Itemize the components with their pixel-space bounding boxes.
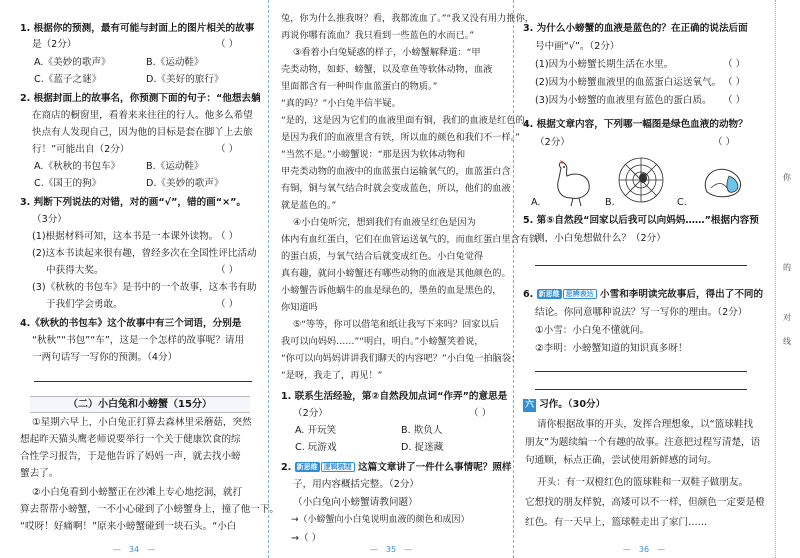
q4-text: （2分） — [535, 137, 570, 148]
flow-step: （小白兔向小螃蟹请教问题） — [293, 497, 418, 508]
answer-line[interactable] — [535, 388, 747, 390]
passage-line: 真有趣，就问小螃蟹还有哪些动物的血液是其他颜色的。 — [281, 268, 511, 279]
flow-step: →（小螃蟹向小白兔说明血液的颜色和成因） — [291, 515, 470, 525]
passage-line: 小螃蟹告诉他蜗牛的血是绿色的，墨鱼的血是黑色的， — [281, 285, 502, 296]
answer-paren: （ ） — [216, 299, 239, 310]
answer-line[interactable] — [34, 380, 252, 382]
passage-line: 壳类动物，如虾、螃蟹，以及章鱼等软体动物，血液 — [281, 64, 493, 75]
page-34 — [0, 0, 280, 558]
option: B. 欺负人 — [401, 425, 443, 436]
option: D. 捉迷藏 — [401, 442, 444, 453]
q3-text: （3分） — [32, 214, 67, 225]
badge-new-thinking: 新思维 — [296, 463, 318, 471]
passage-line: 蟹去了。 — [20, 468, 59, 479]
story-opening: 红色。有一天早上，篮球鞋走出了家门…… — [525, 517, 708, 528]
q4-text: 4.《秋秋的书包车》这个故事中有三个词语，分别是 — [20, 318, 242, 329]
snail-shell-icon — [705, 169, 740, 196]
passage-line: “是呀，我走了，再见！” — [281, 370, 383, 381]
cut-line-gutter — [775, 0, 800, 558]
passage-line: 再说你哪有流血？我只看到一些蓝色的水而已。” — [281, 30, 475, 41]
passage-line: “当然不是。”小螃蟹说：“那是因为软体动物和 — [281, 149, 466, 160]
page-35 — [268, 0, 539, 558]
statement: (2)这本书读起来很有趣，曾经多次在全国性评比活动 — [32, 248, 257, 259]
badge-logic: 逻辑梳理 — [321, 462, 355, 472]
passage-line: “真的吗？”小白兔半信半疑。 — [281, 98, 401, 109]
statement: (2)因为小螃蟹血液里的血蓝蛋白运送氧气。 — [535, 77, 722, 88]
passage-line: ②小白兔看到小螃蟹正在沙滩上专心地挖洞，就打 — [32, 487, 243, 498]
hen-icon — [558, 160, 590, 206]
passage-line: 兔，你为什么推我呀？看，我都流血了。”“我又没有用力推你， — [281, 13, 534, 24]
q1-text: （2分） — [293, 408, 328, 419]
gutter-char: 对 — [783, 313, 791, 322]
q3-text: 3. 为什么小螃蟹的血液是蓝色的？在正确的说法后面 — [523, 23, 748, 34]
answer-paren: （ ） — [713, 137, 736, 148]
badge-reasoning: 思辨表达 — [563, 289, 597, 299]
spider-web-icon — [619, 158, 663, 202]
q4-text: 4. 根据文章内容，下列哪一幅图是绿色血液的动物？ — [523, 119, 748, 130]
q1-text: 1. 根据你的预测，最有可能与封面上的图片相关的故事 — [20, 23, 255, 34]
passage-line: 是因为我们的血液里含有铁，所以血的颜色和我们不一样。” — [281, 132, 521, 143]
gutter-char: 线 — [783, 337, 791, 346]
q2-text: 在商店的橱窗里，看着来来往往的行人。他多么希望 — [32, 110, 253, 121]
q2-number: 2. — [281, 462, 292, 473]
passage-line: 就是蓝色的。” — [281, 200, 337, 211]
passage-line: 算去帮帮小螃蟹，一不小心碰到了小螃蟹身上，撞了他一下。 — [20, 504, 280, 515]
passage-line: 想起昨天猫头鹰老师说要举行一个关于健康饮食的综 — [20, 434, 241, 445]
answer-paren: （ ） — [216, 39, 239, 50]
option-label: B. — [605, 197, 615, 208]
gutter-char: 的 — [783, 263, 791, 272]
passage-line: 合性学习报告，于是他告诉了妈妈一声，就去找小螃 — [20, 451, 241, 462]
option: A.《美妙的歌声》 — [34, 57, 111, 68]
option: A. 开玩笑 — [295, 425, 337, 436]
q2-text: 快点有人发现自己，因为他的目标是套在脚丫上去旅 — [32, 127, 253, 138]
page-36 — [513, 0, 775, 558]
passage-line: 体内有血红蛋白，它们在血管运送氧气的，而血红蛋白里含有铁 — [281, 234, 539, 245]
prompt-line: 朋友”为题续编一个有趣的故事。注意把过程写清楚，语 — [525, 437, 761, 448]
q3-text: 3. 判断下列说法的对错，对的画“√”，错的画“×”。 — [20, 197, 247, 208]
option-label: A. — [531, 197, 541, 208]
option-label: C. — [677, 197, 687, 208]
statement: (3)《秋秋的书包车》是书中的一个故事，这本书有助 — [32, 282, 257, 293]
passage-line: 甲壳类动物的血液中的血蓝蛋白运输氧气的，血蓝蛋白含 — [281, 166, 511, 177]
opinion: ①小雪：小白兔不懂就问。 — [535, 325, 650, 336]
prompt-line: 请你根据故事的开头，发挥合理想象，以“篮球鞋找 — [537, 419, 754, 430]
statement: (3)因为小螃蟹的血液里有蓝色的蛋白质。 — [535, 95, 712, 106]
passage-line: “你可以向妈妈讲讲我们聊天的内容吧？”小白兔一拍脑袋： — [281, 353, 521, 364]
gutter-char: 你 — [783, 173, 791, 182]
statement: (1)根据材料可知，这本书是一本课外读物。 — [32, 231, 219, 242]
option: C. 玩游戏 — [295, 442, 337, 453]
q2-text: 子，用内容概括完整。（2分） — [293, 479, 420, 490]
statement: (1)因为小螃蟹长期生活在水里。 — [535, 59, 674, 70]
passage-line: 我可以向妈妈……”“明白，明白。”小螃蟹笑着说， — [281, 336, 484, 347]
passage-line: 有铜，铜与氧气结合时就会变成蓝色，所以，他们的血液 — [281, 183, 511, 194]
answer-paren: （ ） — [469, 408, 492, 419]
statement: 于我们学会勇敢。 — [46, 299, 123, 310]
passage-line: 你知道吗 — [281, 302, 318, 313]
option: A.《秋秋的书包车》 — [34, 161, 121, 172]
q5-text: 测，小白兔想做什么？（2分） — [535, 233, 666, 244]
option: C.《国王的狗》 — [34, 178, 102, 189]
option: B.《运动鞋》 — [146, 161, 204, 172]
story-opening: 它想找的朋友样貌，高矮可以不一样，但颜色一定要是橙 — [525, 497, 765, 508]
q5-text: 5. 第⑤自然段“回家以后我可以向妈妈……”根据内容预 — [523, 215, 759, 226]
q6-text: 结论。你同意哪种说法？写一写你的理由。（2分） — [535, 307, 748, 318]
statement: 中获得大奖。 — [46, 265, 104, 276]
passage-line: ④小白兔听完，想到我们有血液呈红色是因为 — [293, 217, 476, 228]
section-header: （二）小白兔和小螃蟹（15分） — [30, 396, 250, 413]
q2-text: 行！”可能出自（2分） — [32, 144, 130, 155]
answer-paren: （ ） — [216, 265, 239, 276]
option: B.《运动鞋》 — [146, 57, 204, 68]
option: C.《蓝子之谜》 — [34, 74, 102, 85]
q2-text: 2. 新思维 逻辑梳理 这篇文章讲了一件什么事情呢？照样 — [281, 462, 512, 473]
q3-text: 号中画“√”。（2分） — [535, 41, 620, 52]
passage-line: ⑤“等等，你可以借笔和纸让我写下来吗？回家以后 — [293, 319, 499, 330]
q4-text: 一两句话写一写你的预测。（4分） — [32, 352, 178, 363]
passage-line: 的蛋白质，与氧气结合后就变成红色。小白兔觉得 — [281, 251, 484, 262]
animal-images — [531, 154, 751, 210]
answer-paren: （ ） — [723, 59, 746, 70]
q1-text: 是（2分） — [32, 39, 77, 50]
answer-paren: （ ） — [723, 95, 746, 106]
answer-line[interactable] — [535, 370, 747, 372]
q4-text: “秋秋”“书包”“车”，这是一个怎样的故事呢？请用 — [32, 335, 245, 346]
flow-step-blank[interactable]: →（ ） — [291, 533, 322, 544]
page-number: — 35 — — [369, 545, 413, 554]
passage-line: “哎呀！好痛啊！”原来小螃蟹碰到一块石头。“小白 — [20, 521, 237, 532]
story-opening: 开头：有一双橙红色的篮球鞋和一双鞋子做朋友。 — [537, 477, 749, 488]
passage-line: ①星期六早上，小白兔正打算去森林里采蘑菇，突然 — [32, 417, 252, 428]
page-number: — 34 — — [112, 545, 156, 554]
opinion: ②李明：小螃蟹知道的知识真多呀！ — [535, 343, 688, 354]
answer-paren: （ ） — [216, 144, 239, 155]
q1-text: 1. 联系生活经验，第②自然段加点词“作弄”的意思是 — [281, 391, 508, 402]
q2-text: 2. 根据封面上的故事名，你预测下面的句子：“他想去躺 — [20, 93, 261, 104]
answer-paren: （ ） — [216, 231, 239, 242]
answer-line[interactable] — [535, 264, 747, 266]
page-number: — 36 — — [622, 545, 666, 554]
answer-paren: （ ） — [723, 77, 746, 88]
option: D.《美好的旅行》 — [146, 74, 224, 85]
passage-line: ③看着小白兔疑惑的样子，小螃蟹解释道：“甲 — [293, 47, 481, 58]
q6-text: 6. 新思维 思辨表达 小雪和李明读完故事后，得出了不同的 — [523, 289, 764, 300]
section-number: 六 — [525, 400, 535, 410]
passage-line: “是的，这是因为它们的血液里面有铜，我们的血液是红色的， — [281, 115, 534, 126]
passage-line: 里面都含有一种叫作血蓝蛋白的物质。” — [281, 81, 438, 92]
prompt-line: 句通顺，标点正确，尝试使用新鲜感的词句。 — [525, 455, 717, 466]
option: D.《美妙的歌声》 — [146, 178, 224, 189]
section-six-header: 六 习作。（30分） — [525, 399, 606, 410]
badge-new-thinking: 新思维 — [538, 290, 560, 298]
